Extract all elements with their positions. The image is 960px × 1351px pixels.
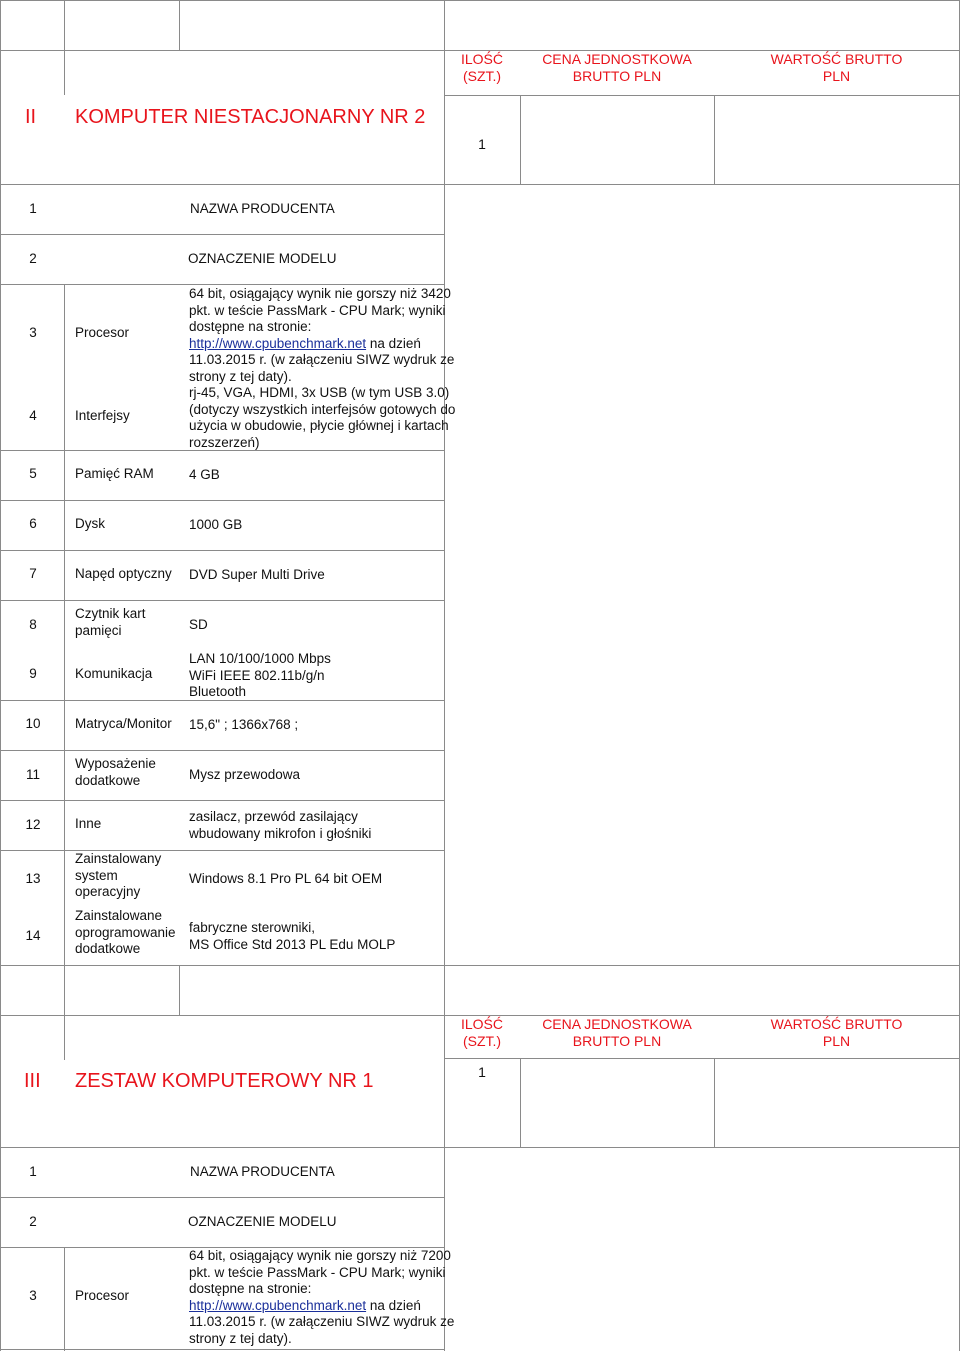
quantity-value: 1 [478,1064,486,1080]
cpubenchmark-link[interactable]: http://www.cpubenchmark.net [189,335,367,351]
param-name: Dysk [75,516,105,531]
row-number: 2 [29,1214,37,1229]
param-spec: Mysz przewodowa [189,767,301,782]
param-spec: zasilacz, przewód zasilający wbudowany mikrofon i głośniki [189,809,372,841]
qty-header: ILOŚĆ (SZT.) [460,51,503,84]
param-name: Procesor [75,1288,130,1303]
total-value-header: WARTOŚĆ BRUTTO PLN [770,51,903,84]
row-number: 10 [25,716,41,731]
quantity-value: 1 [478,136,486,152]
param-name: Inne [75,816,102,831]
model-label: OZNACZENIE MODELU [188,251,337,266]
row-number: 7 [29,566,37,581]
param-name: Procesor [75,325,130,340]
row-number: 12 [25,817,41,832]
section-number: III [24,1070,41,1092]
section-number: II [25,106,37,128]
param-name: Interfejsy [75,408,130,423]
param-name: Wyposażenie dodatkowe [75,756,156,788]
param-spec: SD [189,617,208,632]
param-name: Pamięć RAM [75,466,154,481]
row-number: 14 [25,928,41,943]
row-number: 9 [29,666,37,681]
param-spec: LAN 10/100/1000 Mbps WiFi IEEE 802.11b/g/n Bluetooth [189,651,331,699]
param-name: Komunikacja [75,666,153,681]
unit-price-header: CENA JEDNOSTKOWA BRUTTO PLN [542,1016,692,1049]
param-spec: 4 GB [189,467,220,482]
param-name: Zainstalowany system operacyjny [75,851,162,899]
row-number: 4 [29,408,37,423]
row-number: 2 [29,251,37,266]
unit-price-header: CENA JEDNOSTKOWA BRUTTO PLN [542,51,692,84]
model-label: OZNACZENIE MODELU [188,1214,337,1229]
row-number: 5 [29,466,37,481]
cpubenchmark-link[interactable]: http://www.cpubenchmark.net [189,1297,367,1313]
param-name: Napęd optyczny [75,566,172,581]
param-spec: Windows 8.1 Pro PL 64 bit OEM [189,871,383,886]
row-number: 1 [29,1164,37,1179]
total-value-header: WARTOŚĆ BRUTTO PLN [770,1016,903,1049]
param-spec: 1000 GB [189,517,243,532]
row-number: 11 [25,767,40,782]
param-spec: 64 bit, osiągający wynik nie gorszy niż 3420 pkt. w teście PassMark - CPU Mark; wyniki dostępne na stronie: http://www.cpubenchmark.net na dzień 11.03.2015 r. (w załączeniu SIWZ wydruk ze strony z tej daty). [189,286,455,384]
param-name: Matryca/Monitor [75,716,172,731]
section-title: ZESTAW KOMPUTEROWY NR 1 [75,1070,374,1092]
param-spec: 15,6" ; 1366x768 ; [189,717,299,732]
param-spec: fabryczne sterowniki, MS Office Std 2013 PL Edu MOLP [189,920,396,952]
producer-name-label: NAZWA PRODUCENTA [190,201,335,216]
row-number: 3 [29,325,37,340]
section-title: KOMPUTER NIESTACJONARNY NR 2 [75,106,426,128]
row-number: 13 [25,871,41,886]
param-name: Zainstalowane oprogramowanie dodatkowe [75,908,176,956]
qty-header: ILOŚĆ (SZT.) [460,1016,503,1049]
param-spec: rj-45, VGA, HDMI, 3x USB (w tym USB 3.0) (dotyczy wszystkich interfejsów gotowych do użycia w obudowie, płycie głównej i kartach rozszerzeń) [189,385,456,450]
param-name: Czytnik kart pamięci [75,606,146,638]
producer-name-label: NAZWA PRODUCENTA [190,1164,335,1179]
row-number: 8 [29,617,37,632]
param-spec: 64 bit, osiągający wynik nie gorszy niż 7200 pkt. w teście PassMark - CPU Mark; wyniki dostępne na stronie: http://www.cpubenchmark.net na dzień 11.03.2015 r. (w załączeniu SIWZ wydruk ze strony z tej daty). [189,1248,455,1346]
row-number: 3 [29,1288,37,1303]
row-number: 1 [29,201,37,216]
row-number: 6 [29,516,37,531]
param-spec: DVD Super Multi Drive [189,567,325,582]
